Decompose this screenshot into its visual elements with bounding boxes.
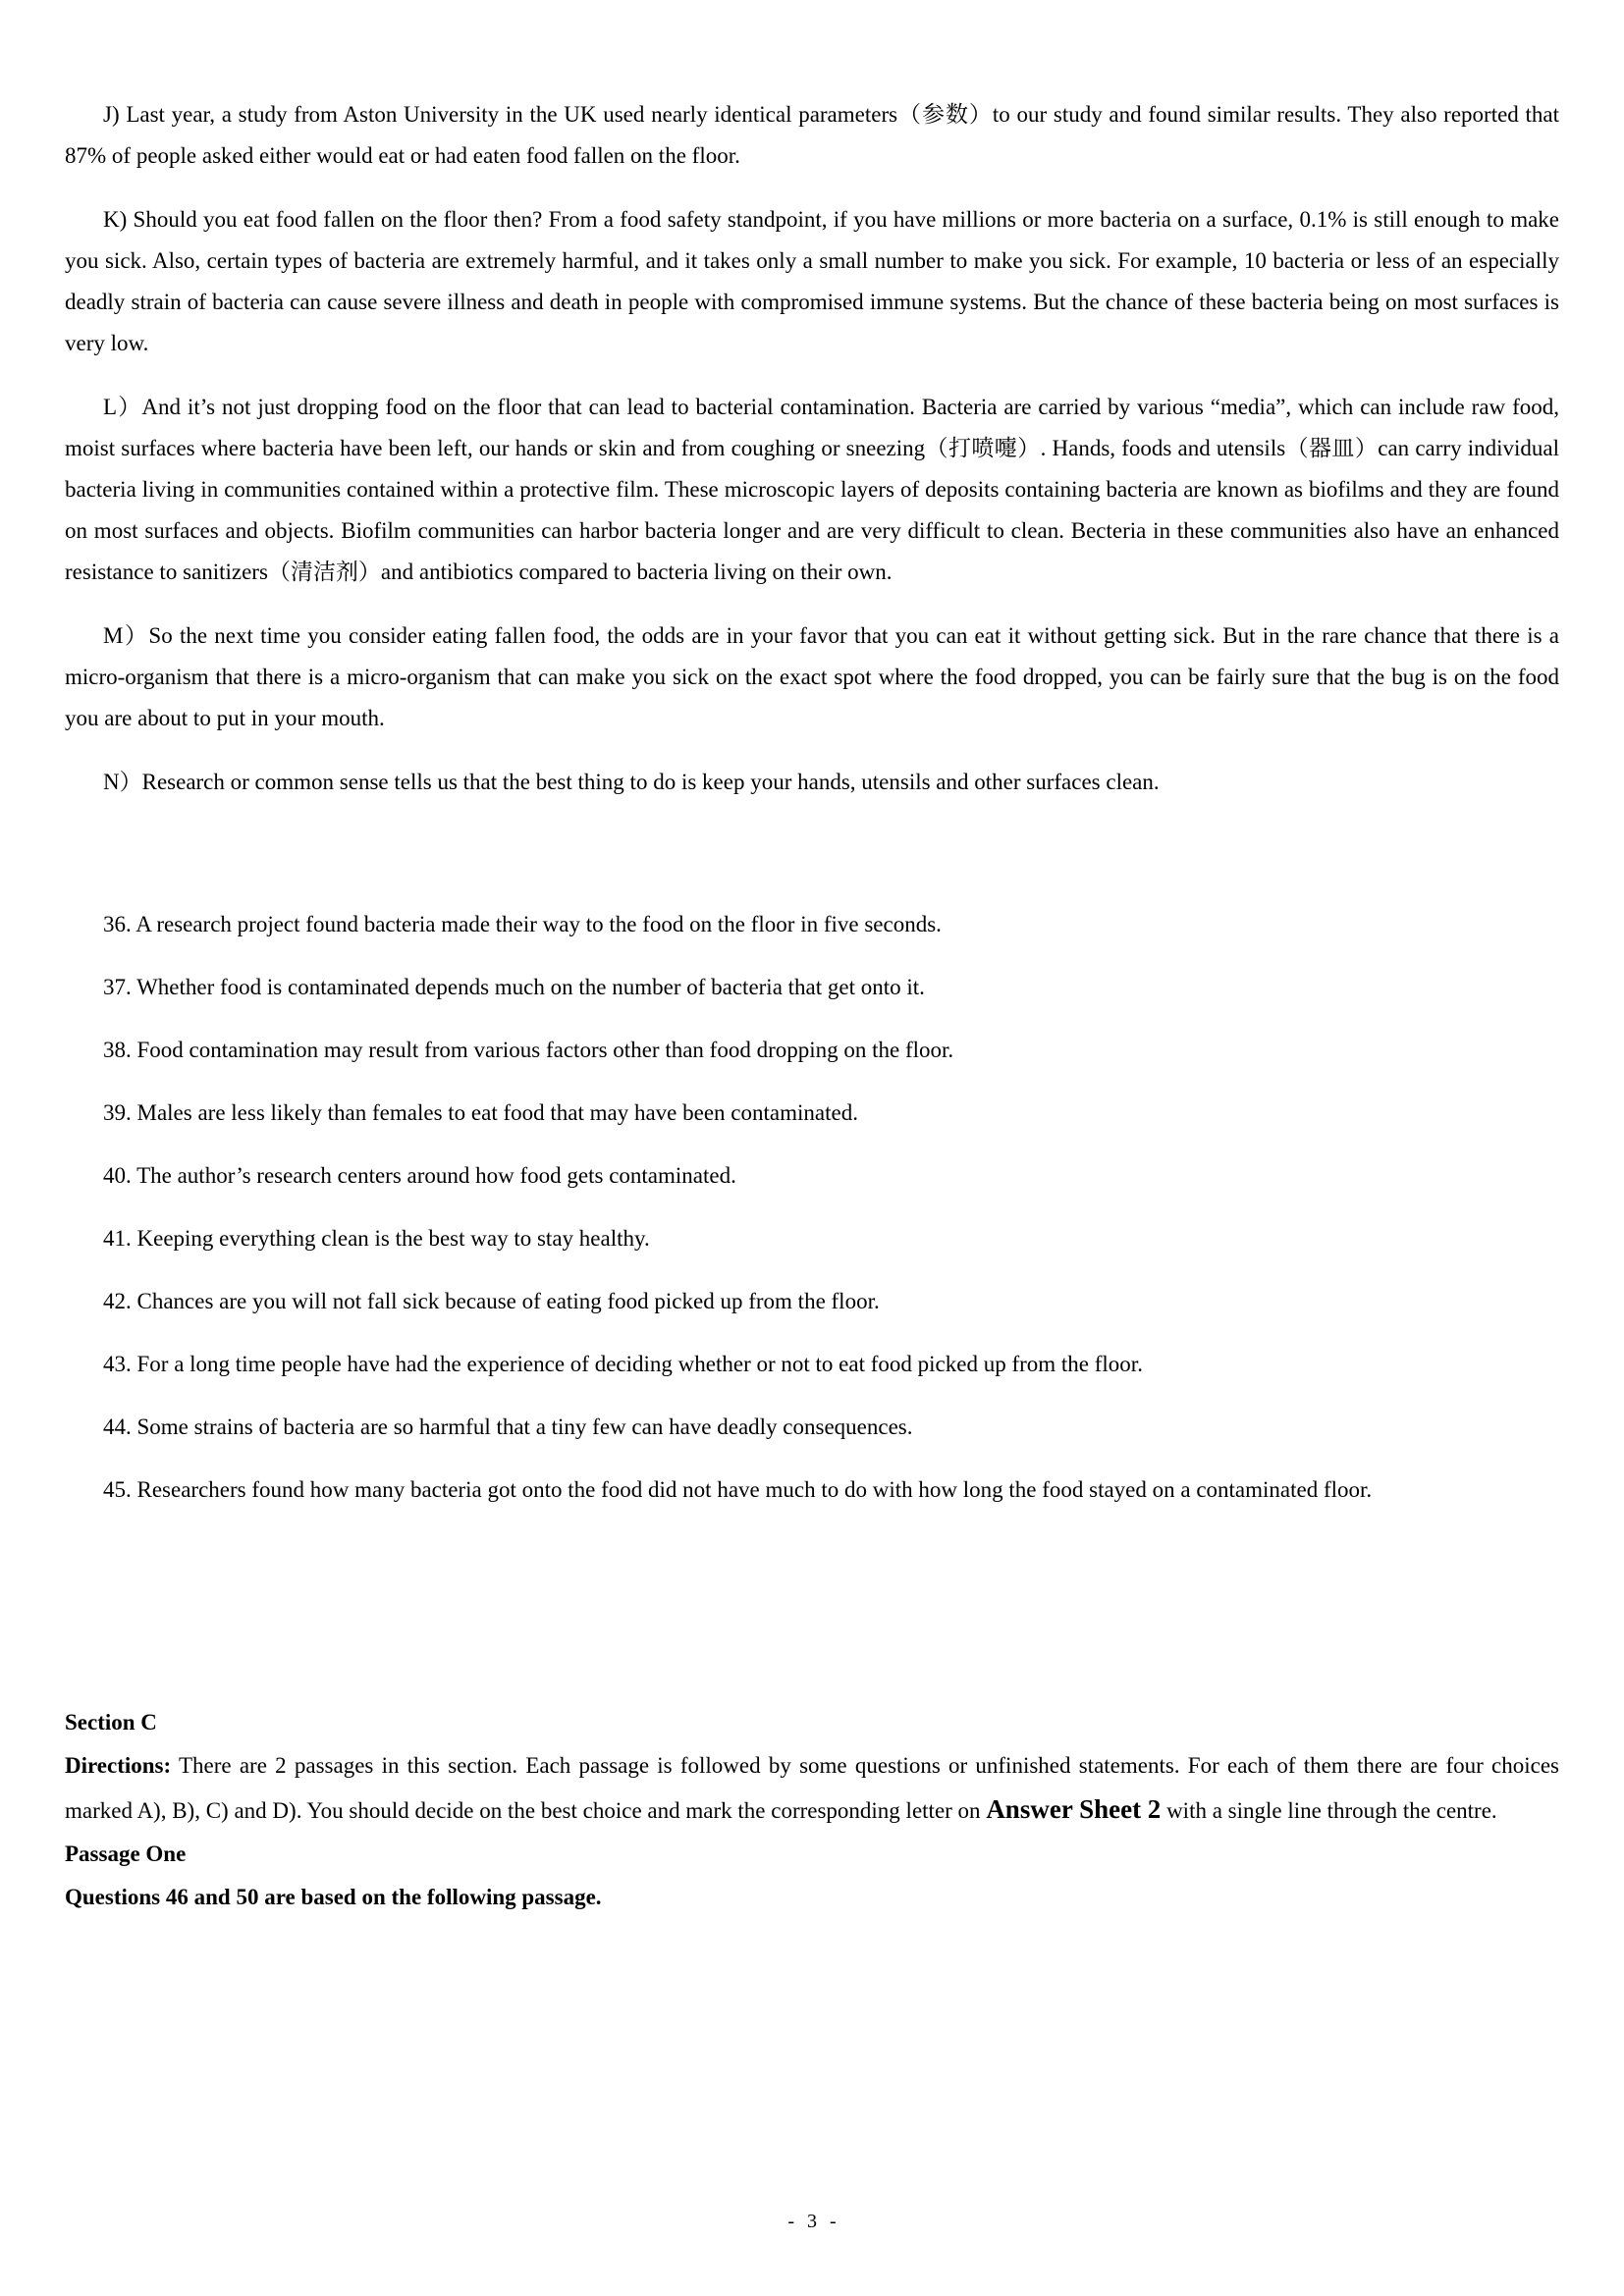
- passage-paragraph-m: M）So the next time you consider eating fallen food, the odds are in your favor that you can eat it without getting sick. But in the rare chance that there is a micro-organism that there is a micro-organism that can make you sick on the exact spot where the food dropped, you can be fairly sure that the bug is on the food you are about to put in your mouth.: [65, 623, 1559, 730]
- page-number: - 3 -: [787, 2211, 837, 2232]
- question-41: 41. Keeping everything clean is the best way to stay healthy.: [103, 1226, 650, 1251]
- spacer: [65, 826, 1559, 904]
- passage-paragraph-j: J) Last year, a study from Aston University in the UK used nearly identical parameters（参数）to our study and found similar results. They also reported that 87% of people asked either would eat or had eaten food fallen on the floor.: [65, 102, 1559, 168]
- question-42: 42. Chances are you will not fall sick because of eating food picked up from the floor.: [103, 1289, 880, 1313]
- spacer: [65, 1532, 1559, 1701]
- answer-sheet-reference: Answer Sheet 2: [986, 1794, 1162, 1824]
- question-44: 44. Some strains of bacteria are so harmful that a tiny few can have deadly consequences.: [103, 1415, 913, 1439]
- question-38: 38. Food contamination may result from various factors other than food dropping on the floor.: [103, 1038, 954, 1062]
- passage-paragraph-l: L）And it’s not just dropping food on the floor that can lead to bacterial contamination. Bacteria are carried by various “media”, which can include raw food, moist surfaces where bacteria have been left, our hands or skin and from coughing or sneezing（打喷嚏）. Hands, foods and utensils（器皿）can carry individual bacteria living in communities contained within a protective film. These microscopic layers of deposits containing bacteria are known as biofilms and they are found on most surfaces and objects. Biofilm communities can harbor bacteria longer and are very difficult to clean. Becteria in these communities also have an enhanced resistance to sanitizers（清洁剂）and antibiotics compared to bacteria living on their own.: [65, 395, 1559, 584]
- passage-one-questions-line: Questions 46 and 50 are based on the following passage.: [65, 1885, 602, 1909]
- passage-paragraph-k: K) Should you eat food fallen on the floor then? From a food safety standpoint, if you have millions or more bacteria on a surface, 0.1% is still enough to make you sick. Also, certain types of bacteria are extremely harmful, and it takes only a small number to make you sick. For example, 10 bacteria or less of an especially deadly strain of bacteria can cause severe illness and death in people with compromised immune systems. But the chance of these bacteria being on most surfaces is very low.: [65, 207, 1559, 355]
- question-39: 39. Males are less likely than females to eat food that may have been contaminated.: [103, 1100, 858, 1125]
- passage-one-heading: Passage One: [65, 1842, 187, 1866]
- section-c-directions: [65, 1744, 1559, 1833]
- directions-text-before: There are 2 passages in this section. Each passage is followed by some questions or unfinished statements. For each of them there are four choices marked A), B), C) and D). You should decide on the best choice and mark the corresponding letter on: [65, 1753, 1559, 1823]
- question-40: 40. The author’s research centers around how food gets contaminated.: [103, 1163, 736, 1188]
- question-36: 36. A research project found bacteria made their way to the food on the floor in five seconds.: [103, 912, 942, 936]
- question-37: 37. Whether food is contaminated depends much on the number of bacteria that get onto it.: [103, 975, 925, 999]
- directions-label: Directions:: [65, 1753, 172, 1778]
- directions-text-after: with a single line through the centre.: [1161, 1798, 1497, 1823]
- question-43: 43. For a long time people have had the experience of deciding whether or not to eat food picked up from the floor.: [103, 1352, 1143, 1376]
- passage-paragraph-n: N）Research or common sense tells us that the best thing to do is keep your hands, utensils and other surfaces clean.: [103, 770, 1160, 794]
- question-45: 45. Researchers found how many bacteria got onto the food did not have much to do with how long the food stayed on a contaminated floor.: [103, 1477, 1373, 1502]
- section-c-heading: Section C: [65, 1710, 157, 1735]
